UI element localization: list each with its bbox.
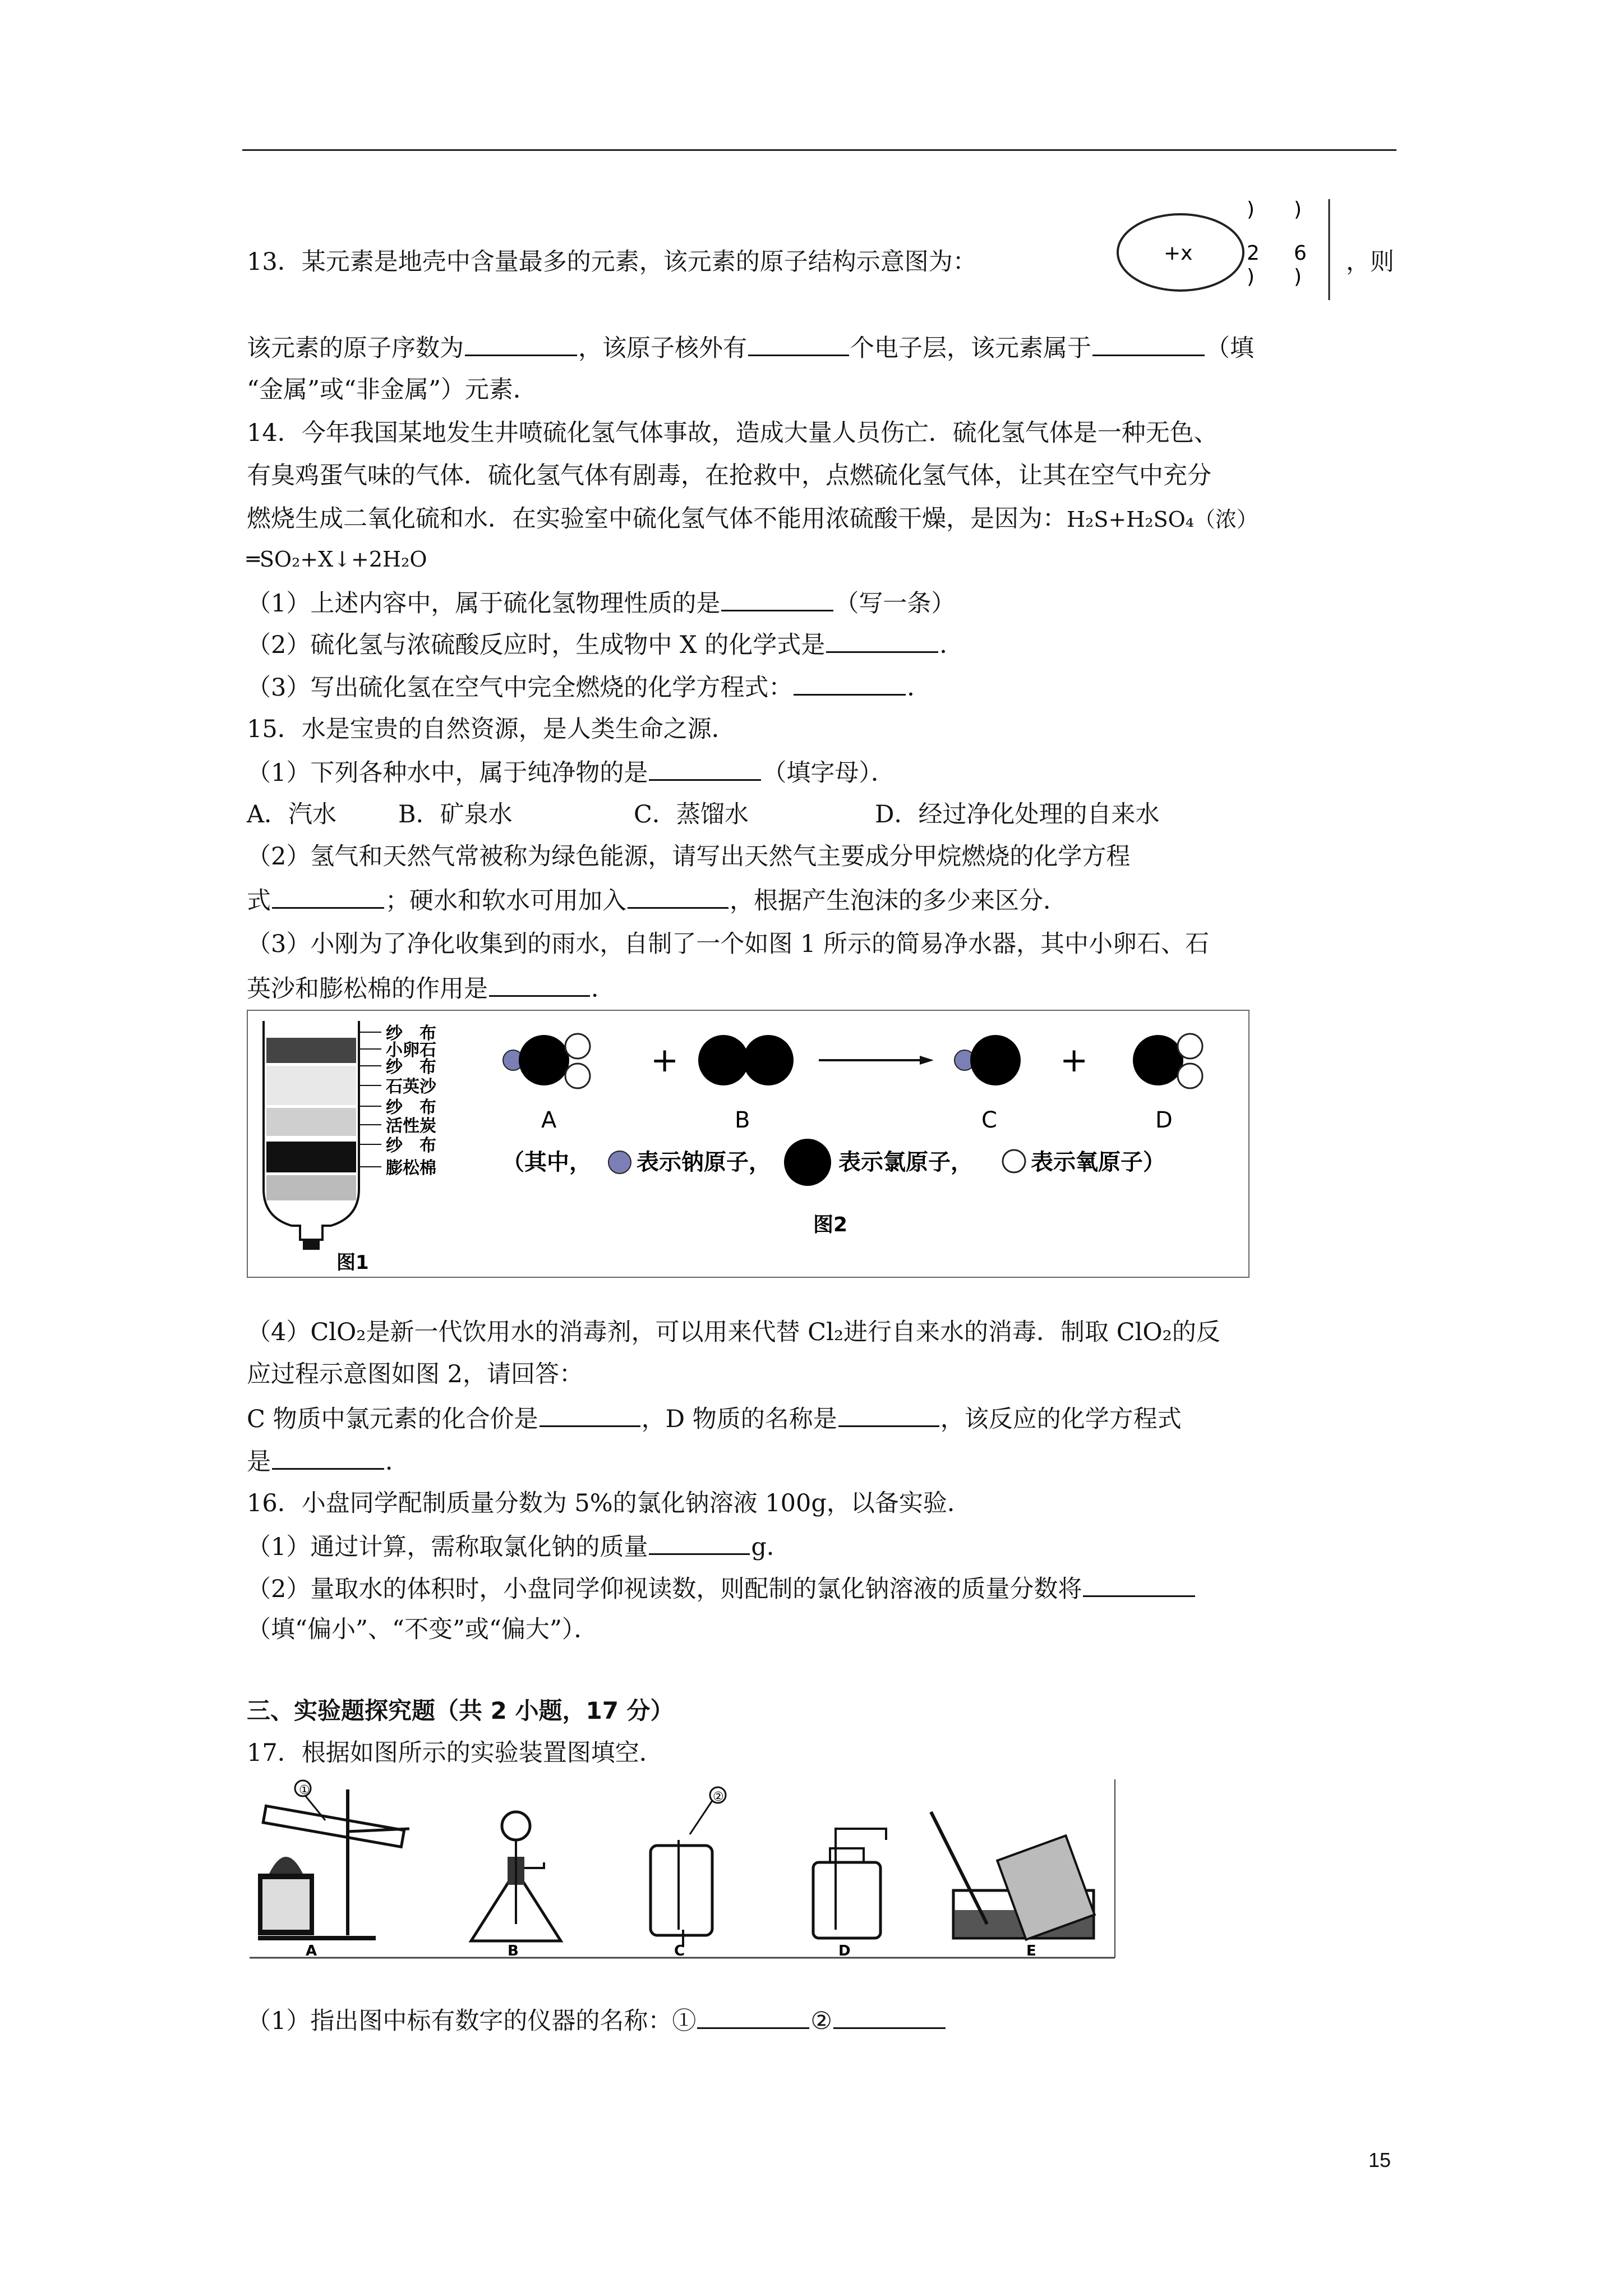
mark-2: ②	[713, 1790, 724, 1804]
svg-text:A: A	[306, 1943, 317, 1959]
answer-blank[interactable]	[540, 1401, 640, 1427]
reaction-diagram	[502, 1034, 1202, 1236]
answer-blank[interactable]	[721, 585, 833, 611]
q14-equation: ═SO₂+X↓+2H₂O	[247, 547, 427, 572]
svg-text:表示氯原子，: 表示氯原子，	[838, 1149, 973, 1175]
answer-blank[interactable]	[833, 2003, 946, 2029]
q15-options	[247, 798, 1159, 831]
apparatus-a	[258, 1780, 409, 1938]
option-c: C．蒸馏水	[634, 800, 749, 829]
shell-arc: )	[1294, 265, 1302, 288]
answer-blank[interactable]	[272, 1443, 384, 1470]
q14-line-3: 燃烧生成二氧化硫和水．在实验室中硫化氢气体不能用浓硫酸干燥，是因为：H₂S+H₂SO₄（浓）	[247, 505, 1258, 533]
svg-text:纱 布: 纱 布	[386, 1136, 436, 1156]
q17-line-1: 17．根据如图所示的实验装置图填空．	[247, 1739, 663, 1767]
apparatus-b	[471, 1812, 561, 1941]
apparatus-c	[651, 1787, 726, 1947]
svg-text:表示钠原子，: 表示钠原子，	[637, 1149, 771, 1175]
sodium-legend-icon	[608, 1151, 631, 1174]
plus-sign: +	[1060, 1041, 1089, 1080]
quartz-sand-layer	[266, 1066, 356, 1105]
answer-blank[interactable]	[628, 882, 728, 909]
answer-blank[interactable]	[697, 2003, 809, 2029]
svg-text:C: C	[674, 1943, 685, 1959]
oxygen-legend-icon	[1003, 1150, 1025, 1172]
page-number: 15	[1368, 2148, 1391, 2171]
q15-sub4-line2: 应过程示意图如图 2，请回答：	[247, 1360, 584, 1388]
option-d: D．经过净化处理的自来水	[875, 800, 1160, 829]
q16-sub2-line2: （填“偏小”、“不变”或“偏大”）．	[247, 1616, 598, 1644]
answer-blank[interactable]	[489, 970, 590, 997]
q14-sub2: （2）硫化氢与浓硫酸反应时，生成物中 X 的化学式是 ．	[247, 627, 963, 662]
q15-sub3-line2: 英沙和膨松棉的作用是 ．	[247, 970, 615, 1006]
answer-blank[interactable]	[1092, 330, 1205, 356]
svg-text:活性炭: 活性炭	[386, 1116, 436, 1136]
answer-blank[interactable]	[794, 669, 906, 696]
q15-sub3-line1: （3）小刚为了净化收集到的雨水，自制了一个如图 1 所示的简易净水器，其中小卵石、石	[247, 930, 1210, 958]
svg-text:B: B	[508, 1943, 519, 1959]
chlorine-legend-icon	[784, 1139, 831, 1186]
svg-text:纱 布: 纱 布	[386, 1098, 436, 1117]
answer-blank[interactable]	[1083, 1571, 1195, 1597]
svg-text:表示氧原子）: 表示氧原子）	[1031, 1149, 1165, 1175]
apparatus-d	[813, 1829, 886, 1938]
apparatus-e	[931, 1812, 1095, 1940]
svg-text:D: D	[838, 1943, 851, 1959]
q14-sub3: （3）写出硫化氢在空气中完全燃烧的化学方程式： ．	[247, 669, 931, 705]
shell-arc: )	[1294, 198, 1302, 221]
shell-arc: )	[1247, 198, 1255, 221]
pebble-layer	[266, 1038, 356, 1063]
fig2-label: 图2	[813, 1213, 848, 1236]
lab-apparatus-figure	[247, 1778, 1122, 1963]
label-d: D	[1155, 1107, 1173, 1133]
q13-line-3: “金属”或“非金属”）元素．	[247, 376, 537, 404]
shell1-count: 2	[1247, 242, 1260, 265]
option-b: B．矿泉水	[398, 800, 513, 829]
fig1-label: 图1	[336, 1251, 369, 1274]
q16-sub2: （2）量取水的体积时，小盘同学仰视读数，则配制的氯化钠溶液的质量分数将	[247, 1571, 1196, 1606]
mark-1: ①	[299, 1783, 310, 1797]
answer-blank[interactable]	[649, 1529, 750, 1555]
q15-sub4-line1: （4）ClO₂是新一代饮用水的消毒剂，可以用来代替 Cl₂进行自来水的消毒．制取 ClO₂的反	[247, 1318, 1220, 1346]
answer-blank[interactable]	[272, 882, 384, 909]
svg-text:（其中，: （其中，	[502, 1149, 592, 1175]
q15-sub2-line2: 式 ；硬水和软水可用加入 ，根据产生泡沫的多少来区分．	[247, 882, 1067, 918]
q15-line-1: 15．水是宝贵的自然资源，是人类生命之源．	[247, 715, 736, 743]
q15-sub4-line3: C 物质中氯元素的化合价是 ，D 物质的名称是 ，该反应的化学方程式	[247, 1401, 1182, 1436]
nucleus-charge: +x	[1164, 242, 1193, 265]
answer-blank[interactable]	[465, 330, 577, 356]
q16-sub1: （1）通过计算，需称取氯化钠的质量 g．	[247, 1529, 791, 1564]
shell2-count: 6	[1294, 242, 1307, 265]
q13-line-1	[247, 245, 977, 279]
q14-line-1: 14．今年我国某地发生井喷硫化氢气体事故，造成大量人员伤亡．硫化氢气体是一种无色、	[247, 419, 1218, 447]
header-rule	[242, 149, 1396, 151]
svg-text:纱 布: 纱 布	[386, 1024, 436, 1043]
answer-blank[interactable]	[748, 330, 849, 356]
q15-sub2-line1: （2）氢气和天然气常被称为绿色能源，请写出天然气主要成分甲烷燃烧的化学方程	[247, 843, 1131, 871]
q13-text: 13．某元素是地壳中含量最多的元素，该元素的原子结构示意图为：	[247, 248, 977, 276]
svg-text:纱 布: 纱 布	[386, 1057, 436, 1077]
plus-sign: +	[651, 1041, 679, 1080]
shell-arc: )	[1247, 265, 1255, 288]
svg-text:石英沙: 石英沙	[386, 1077, 436, 1097]
svg-text:E: E	[1026, 1943, 1036, 1959]
q14-line-2: 有臭鸡蛋气味的气体．硫化氢气体有剧毒，在抢救中，点燃硫化氢气体，让其在空气中充分	[247, 462, 1211, 490]
q13-line-2: 该元素的原子序数为 ，该原子核外有 个电子层，该元素属于 （填	[247, 330, 1254, 365]
cotton-layer	[266, 1175, 356, 1200]
activated-carbon-layer	[266, 1142, 356, 1172]
atom-structure-diagram	[1113, 194, 1349, 306]
option-a: A．汽水	[247, 800, 337, 829]
label-c: C	[981, 1107, 997, 1133]
q15-sub1: （1）下列各种水中，属于纯净物的是 （填字母）．	[247, 754, 895, 790]
svg-text:膨松棉: 膨松棉	[386, 1158, 436, 1178]
answer-blank[interactable]	[649, 754, 761, 781]
answer-blank[interactable]	[826, 627, 938, 653]
label-a: A	[541, 1107, 557, 1133]
q14-sub1: （1）上述内容中，属于硫化氢物理性质的是 （写一条）	[247, 585, 955, 620]
water-filter-diagram	[264, 1021, 437, 1274]
q13-suffix: ，则	[1346, 248, 1394, 276]
q16-line-1: 16．小盘同学配制质量分数为 5%的氯化钠溶液 100g，以备实验．	[247, 1489, 971, 1517]
label-b: B	[735, 1107, 750, 1133]
figure-1-2	[247, 1010, 1251, 1279]
q15-sub4-line4: 是 ．	[247, 1443, 409, 1479]
answer-blank[interactable]	[838, 1401, 939, 1427]
section-3-heading: 三、实验题探究题（共 2 小题，17 分）	[247, 1697, 674, 1724]
q17-sub1: （1）指出图中标有数字的仪器的名称：① ②	[247, 2003, 947, 2038]
svg-text:小卵石: 小卵石	[386, 1041, 436, 1060]
